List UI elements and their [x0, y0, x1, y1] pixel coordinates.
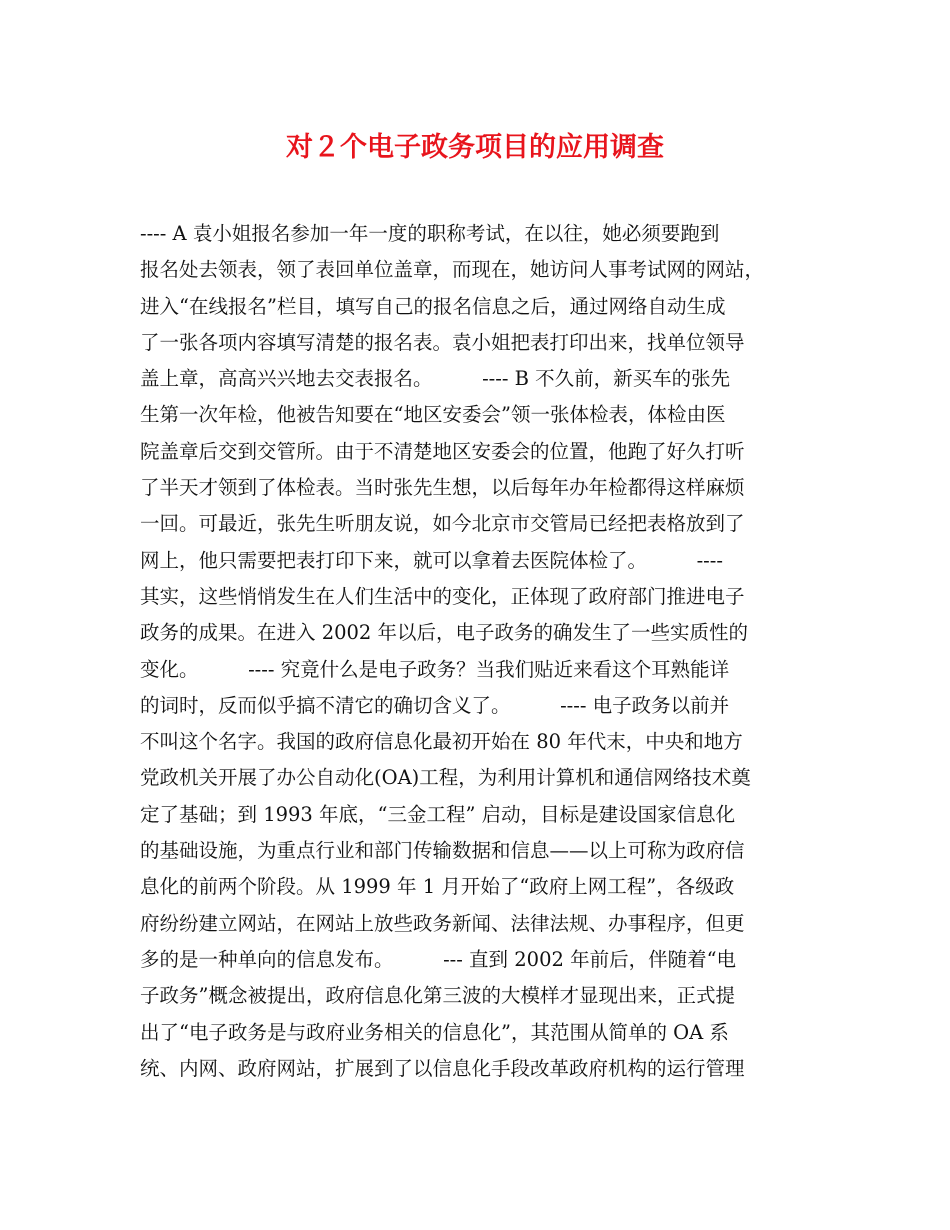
body-line: 了一张各项内容填写清楚的报名表。袁小姐把表打印出来，找单位领导 [140, 330, 745, 354]
body-line: 息化的前两个阶段。从 1999 年 1 月开始了“政府上网工程”，各级政 [140, 875, 735, 899]
body-line: 变化。 ---- 究竟什么是电子政务？当我们贴近来看这个耳熟能详 [140, 657, 730, 681]
body-line: 党政机关开展了办公自动化(OA)工程，为利用计算机和通信网络技术奠 [140, 766, 751, 790]
body-line: 网上，他只需要把表打印下来，就可以拿着去医院体检了。 ---- [140, 548, 723, 572]
body-line: 盖上章，高高兴兴地去交表报名。 ---- B 不久前，新买车的张先 [140, 367, 731, 391]
document-title: 对２个电子政务项目的应用调查 [286, 132, 664, 163]
body-line: 府纷纷建立网站，在网站上放些政务新闻、法律法规、办事程序，但更 [140, 911, 745, 935]
body-line: 统、内网、政府网站，扩展到了以信息化手段改革政府机构的运行管理 [140, 1056, 745, 1080]
body-line: 的词时，反而似乎搞不清它的确切含义了。 ---- 电子政务以前并 [140, 693, 730, 717]
body-line: 子政务”概念被提出，政府信息化第三波的大模样才显现出来，正式提 [140, 984, 735, 1008]
body-line: 出了“电子政务是与政府业务相关的信息化”，其范围从简单的 OA 系 [140, 1020, 729, 1044]
body-line: 的基础设施，为重点行业和部门传输数据和信息——以上可称为政府信 [140, 839, 745, 863]
body-line: 多的是一种单向的信息发布。 --- 直到 2002 年前后，伴随着“电 [140, 947, 737, 971]
body-line: 了半天才领到了体检表。当时张先生想，以后每年办年检都得这样麻烦 [140, 476, 745, 500]
body-line: 报名处去领表，领了表回单位盖章，而现在，她访问人事考试网的网站， [140, 258, 765, 282]
body-line: 定了基础；到 1993 年底，“三金工程” 启动，目标是建设国家信息化 [140, 802, 736, 826]
body-line: ---- A 袁小姐报名参加一年一度的职称考试，在以往，她必须要跑到 [140, 222, 720, 245]
body-line: 不叫这个名字。我国的政府信息化最初开始在 80 年代末，中央和地方 [140, 730, 743, 754]
document-body [140, 216, 820, 1087]
body-line: 院盖章后交到交管所。由于不清楚地区安委会的位置，他跑了好久打听 [140, 439, 745, 463]
body-line: 其实，这些悄悄发生在人们生活中的变化，正体现了政府部门推进电子 [140, 584, 745, 608]
body-line: 一回。可最近，张先生听朋友说，如今北京市交管局已经把表格放到了 [140, 512, 745, 536]
body-line: 政务的成果。在进入 2002 年以后，电子政务的确发生了一些实质性的 [140, 621, 749, 645]
body-line: 进入“在线报名”栏目，填写自己的报名信息之后，通过网络自动生成 [140, 294, 726, 318]
body-line: 生第一次年检，他被告知要在“地区安委会”领一张体检表，体检由医 [140, 403, 726, 427]
